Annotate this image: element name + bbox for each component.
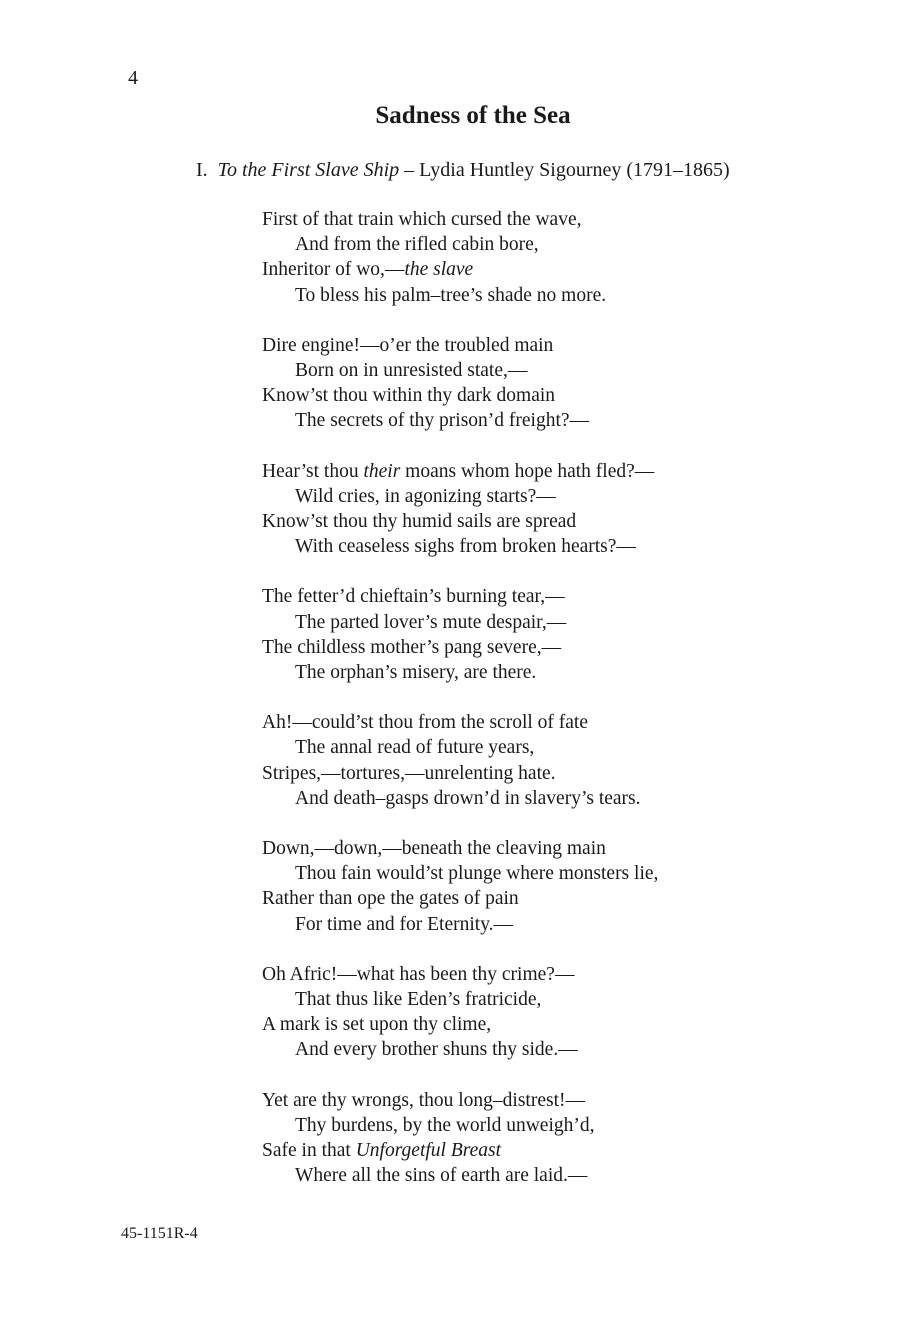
line-text: Safe in that	[262, 1140, 356, 1162]
poem-line: A mark is set upon thy clime,	[262, 1014, 492, 1036]
poem-line: The parted lover’s mute despair,—	[295, 611, 567, 633]
page-title: Sadness of the Sea	[375, 102, 571, 129]
poem-line: Dire engine!—o’er the troubled main	[262, 334, 554, 356]
page-number: 4	[128, 67, 138, 89]
poem-line: Thou fain would’st plunge where monsters lie,	[295, 863, 659, 885]
poem-line	[262, 459, 822, 484]
poem-line: Rather than ope the gates of pain	[262, 888, 519, 910]
line-text: Inheritor of wo,—	[262, 259, 405, 281]
poem-line: Ah!—could’st thou from the scroll of fate	[262, 712, 589, 734]
poem-line: Yet are thy wrongs, thou long–distrest!—	[262, 1089, 585, 1111]
stanza	[262, 584, 822, 685]
poem-line: Born on in unresisted state,—	[295, 360, 528, 382]
poem-line: Down,—down,—beneath the cleaving main	[262, 838, 606, 860]
poem-line	[262, 1138, 822, 1163]
poem-body	[262, 207, 822, 1214]
poem-line: Thy burdens, by the world unweigh’d,	[295, 1114, 595, 1136]
poem-line: The childless mother’s pang severe,—	[262, 636, 562, 658]
section-numeral: I.	[196, 159, 208, 181]
author-line: – Lydia Huntley Sigourney (1791–1865)	[399, 159, 730, 181]
poem-line: That thus like Eden’s fratricide,	[295, 989, 542, 1011]
poem-line: To bless his palm–tree’s shade no more.	[295, 284, 607, 306]
poem-line: Oh Afric!—what has been thy crime?—	[262, 963, 575, 985]
emphasized-text: Unforgetful Breast	[355, 1140, 502, 1162]
poem-line: And death–gasps drown’d in slavery’s tears.	[295, 787, 641, 809]
poem-line: Wild cries, in agonizing starts?—	[295, 485, 556, 507]
stanza	[262, 1088, 822, 1189]
poem-line: First of that train which cursed the wave,	[262, 209, 582, 230]
poem-line: With ceaseless sighs from broken hearts?—	[295, 536, 636, 558]
stanza	[262, 710, 822, 811]
line-text: Hear’st thou	[262, 460, 364, 482]
emphasized-text: their	[363, 460, 401, 482]
poem-line: The secrets of thy prison’d freight?—	[295, 410, 590, 432]
poem-line: For time and for Eternity.—	[295, 913, 514, 935]
stanza	[262, 836, 822, 937]
stanza	[262, 333, 822, 434]
document-code: 45-1151R-4	[121, 1225, 198, 1242]
poem-line: Stripes,—tortures,—unrelenting hate.	[262, 762, 556, 784]
emphasized-text: the slave	[404, 259, 474, 281]
poem-line	[262, 257, 822, 282]
poem-line: And from the rifled cabin bore,	[295, 234, 539, 256]
poem-line: The orphan’s misery, are there.	[295, 662, 537, 684]
poem-title: To the First Slave Ship	[217, 159, 400, 181]
poem-line: And every brother shuns thy side.—	[295, 1039, 578, 1061]
poem-line: The annal read of future years,	[295, 737, 535, 759]
poem-line: Where all the sins of earth are laid.—	[295, 1165, 588, 1187]
stanza	[262, 207, 822, 308]
stanza	[262, 459, 822, 560]
poem-line: Know’st thou within thy dark domain	[262, 385, 556, 407]
poem-line: Know’st thou thy humid sails are spread	[262, 511, 577, 533]
section-heading	[196, 156, 730, 184]
line-text: moans whom hope hath fled?—	[400, 460, 655, 482]
poem-line: The fetter’d chieftain’s burning tear,—	[262, 586, 565, 608]
stanza	[262, 962, 822, 1063]
